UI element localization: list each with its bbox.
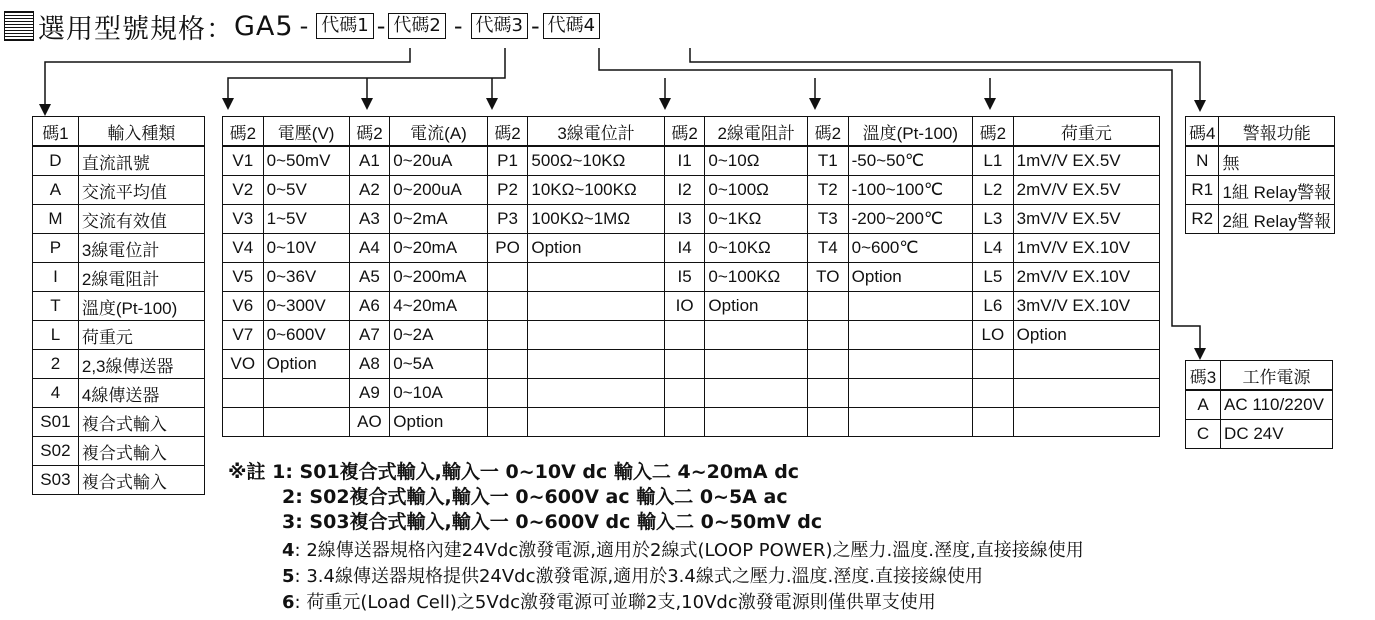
value-cell: 0~50mV	[263, 146, 349, 176]
value-cell: 0~5V	[263, 176, 349, 205]
note-1	[228, 457, 799, 484]
code-cell: IO	[664, 292, 705, 321]
value-cell: 0~20uA	[390, 146, 487, 176]
value-cell: -50~50℃	[848, 146, 972, 176]
code-cell: V4	[223, 234, 264, 263]
code-cell: R2	[1186, 205, 1219, 234]
header-cell: 碼2	[349, 117, 390, 147]
value-cell	[705, 350, 808, 379]
code2-table	[222, 116, 1160, 437]
value-cell: 0~2A	[390, 321, 487, 350]
value-cell: 2組 Relay警報	[1219, 205, 1335, 234]
code-cell: A9	[349, 379, 390, 408]
table-row	[223, 205, 1160, 234]
note-6-num: 6	[282, 592, 295, 613]
value-cell: 10KΩ~100KΩ	[528, 176, 664, 205]
code-cell: L1	[973, 146, 1014, 176]
code-cell: D	[33, 146, 79, 176]
table-row	[33, 408, 205, 437]
value-cell: 0~10KΩ	[705, 234, 808, 263]
header-cell: 警報功能	[1219, 117, 1335, 147]
value-cell: 3mV/V EX.5V	[1013, 205, 1159, 234]
value-cell: Option	[528, 234, 664, 263]
code-cell: L4	[973, 234, 1014, 263]
header-cell: 碼1	[33, 117, 79, 147]
value-cell: Option	[263, 350, 349, 379]
value-cell	[848, 408, 972, 437]
code-cell: V5	[223, 263, 264, 292]
code1-box: 代碼1	[316, 13, 373, 39]
code-cell: T3	[808, 205, 849, 234]
code-cell	[808, 379, 849, 408]
value-cell: 0~100Ω	[705, 176, 808, 205]
table-header-row	[33, 117, 205, 147]
code-cell: V7	[223, 321, 264, 350]
code-cell	[664, 408, 705, 437]
code-cell	[664, 379, 705, 408]
code-cell: R1	[1186, 176, 1219, 205]
value-cell: 2,3線傳送器	[78, 350, 204, 379]
code-cell: I	[33, 263, 79, 292]
code-cell: I1	[664, 146, 705, 176]
code-cell: S03	[33, 466, 79, 495]
table-row	[33, 379, 205, 408]
alarm-table	[1185, 116, 1335, 234]
code-cell: A8	[349, 350, 390, 379]
table-row	[223, 263, 1160, 292]
value-cell: 荷重元	[78, 321, 204, 350]
title-dash: -	[376, 12, 386, 40]
value-cell	[1013, 379, 1159, 408]
code-cell: M	[33, 205, 79, 234]
note-5-text: : 3.4線傳送器規格提供24Vdc激發電源,適用於3.4線式之壓力.溫度.溼度.直接接線使用	[294, 566, 983, 587]
value-cell: 2線電阻計	[78, 263, 204, 292]
power-table	[1185, 360, 1333, 449]
value-cell: 0~2mA	[390, 205, 487, 234]
code-cell: L5	[973, 263, 1014, 292]
value-cell: 4線傳送器	[78, 379, 204, 408]
value-cell: 0~10A	[390, 379, 487, 408]
code-cell	[487, 408, 528, 437]
code-cell: I3	[664, 205, 705, 234]
value-cell	[528, 408, 664, 437]
note-4-num: 4	[282, 540, 295, 561]
value-cell	[263, 408, 349, 437]
note-prefix: ※註	[228, 461, 266, 483]
code-cell: LO	[973, 321, 1014, 350]
table-row	[33, 146, 205, 176]
table-row	[223, 176, 1160, 205]
table-row	[223, 321, 1160, 350]
value-cell	[705, 379, 808, 408]
code-cell: A3	[349, 205, 390, 234]
value-cell: 複合式輸入	[78, 408, 204, 437]
table-row	[33, 466, 205, 495]
code-cell: A	[1186, 390, 1221, 420]
code-cell	[487, 321, 528, 350]
table-header-row	[1186, 361, 1333, 391]
header-cell: 碼3	[1186, 361, 1221, 391]
code-cell	[973, 408, 1014, 437]
code-cell	[487, 263, 528, 292]
code-cell: I4	[664, 234, 705, 263]
code-cell: P	[33, 234, 79, 263]
value-cell: 1mV/V EX.10V	[1013, 234, 1159, 263]
header-cell: 溫度(Pt-100)	[848, 117, 972, 147]
value-cell: 無	[1219, 146, 1335, 176]
code-cell	[223, 379, 264, 408]
code-cell: V2	[223, 176, 264, 205]
header-cell: 電流(A)	[390, 117, 487, 147]
value-cell: 500Ω~10KΩ	[528, 146, 664, 176]
code-cell: I5	[664, 263, 705, 292]
code3-box: 代碼3	[471, 13, 528, 39]
code-cell: A7	[349, 321, 390, 350]
table-row	[1186, 176, 1335, 205]
code-cell: C	[1186, 420, 1221, 449]
value-cell: Option	[848, 263, 972, 292]
value-cell: 1~5V	[263, 205, 349, 234]
code-cell	[487, 379, 528, 408]
code-cell	[973, 379, 1014, 408]
value-cell: 1組 Relay警報	[1219, 176, 1335, 205]
value-cell: 3線電位計	[78, 234, 204, 263]
value-cell	[848, 350, 972, 379]
note-6-text: : 荷重元(Load Cell)之5Vdc激發電源可並聯2支,10Vdc激發電源則僅供單支使用	[294, 592, 936, 613]
value-cell	[263, 379, 349, 408]
header-cell: 荷重元	[1013, 117, 1159, 147]
title-main: 選用型號規格	[38, 13, 206, 45]
table-row	[223, 379, 1160, 408]
value-cell: 100KΩ~1MΩ	[528, 205, 664, 234]
value-cell: 0~10Ω	[705, 146, 808, 176]
table-row	[223, 234, 1160, 263]
code-cell	[664, 321, 705, 350]
code-cell: T	[33, 292, 79, 321]
code-cell: AO	[349, 408, 390, 437]
table-row	[1186, 420, 1333, 449]
title-colon: ：	[206, 13, 234, 45]
note-1-text: 1: S01複合式輸入,輸入一 0~10V dc 輸入二 4~20mA dc	[272, 461, 800, 483]
value-cell: 複合式輸入	[78, 466, 204, 495]
code-cell: A	[33, 176, 79, 205]
code-cell: V3	[223, 205, 264, 234]
code-cell: P3	[487, 205, 528, 234]
code-cell: P1	[487, 146, 528, 176]
note-2: 2: S02複合式輸入,輸入一 0~600V ac 輸入二 0~5A ac	[282, 486, 788, 508]
header-cell: 輸入種類	[78, 117, 204, 147]
header-cell: 電壓(V)	[263, 117, 349, 147]
code-cell: A2	[349, 176, 390, 205]
title-model: GA5	[234, 10, 294, 42]
value-cell: 0~100KΩ	[705, 263, 808, 292]
header-cell: 碼2	[487, 117, 528, 147]
note-4-text: : 2線傳送器規格內建24Vdc激發電源,適用於2線式(LOOP POWER)之壓力.溫度.溼度,直接接線使用	[294, 540, 1084, 561]
value-cell: Option	[1013, 321, 1159, 350]
code-cell: A1	[349, 146, 390, 176]
code-cell: T4	[808, 234, 849, 263]
value-cell	[848, 379, 972, 408]
value-cell: Option	[705, 292, 808, 321]
input-type-body	[33, 117, 205, 495]
value-cell	[528, 350, 664, 379]
value-cell: 0~200mA	[390, 263, 487, 292]
header-cell: 3線電位計	[528, 117, 664, 147]
table-row	[1186, 390, 1333, 420]
note-5-num: 5	[282, 566, 295, 587]
header-cell: 2線電阻計	[705, 117, 808, 147]
value-cell	[528, 379, 664, 408]
value-cell	[528, 292, 664, 321]
code-cell	[808, 350, 849, 379]
note-5	[282, 562, 983, 588]
table-row	[223, 292, 1160, 321]
value-cell	[1013, 408, 1159, 437]
code-cell: PO	[487, 234, 528, 263]
value-cell: -100~100℃	[848, 176, 972, 205]
code-cell: 4	[33, 379, 79, 408]
value-cell: 交流有效值	[78, 205, 204, 234]
code-cell: P2	[487, 176, 528, 205]
code-cell: TO	[808, 263, 849, 292]
value-cell: 0~300V	[263, 292, 349, 321]
value-cell: 2mV/V EX.10V	[1013, 263, 1159, 292]
table-row	[33, 176, 205, 205]
value-cell: 0~20mA	[390, 234, 487, 263]
code-cell: L3	[973, 205, 1014, 234]
value-cell: 3mV/V EX.10V	[1013, 292, 1159, 321]
table-row	[33, 321, 205, 350]
code-cell	[808, 408, 849, 437]
code-cell: 2	[33, 350, 79, 379]
value-cell: 1mV/V EX.5V	[1013, 146, 1159, 176]
code-cell: A4	[349, 234, 390, 263]
header-cell: 碼2	[808, 117, 849, 147]
table-header-row	[1186, 117, 1335, 147]
value-cell: 4~20mA	[390, 292, 487, 321]
value-cell	[705, 408, 808, 437]
code-cell: L	[33, 321, 79, 350]
code-cell: A5	[349, 263, 390, 292]
code-cell	[487, 350, 528, 379]
value-cell	[1013, 350, 1159, 379]
code2-box: 代碼2	[388, 13, 445, 39]
table-row	[33, 234, 205, 263]
value-cell	[848, 321, 972, 350]
table-row	[33, 437, 205, 466]
value-cell	[528, 263, 664, 292]
table-row	[1186, 146, 1335, 176]
value-cell: -200~200℃	[848, 205, 972, 234]
table-row	[223, 408, 1160, 437]
code-cell: N	[1186, 146, 1219, 176]
input-type-table	[32, 116, 205, 495]
code-cell: S01	[33, 408, 79, 437]
code-cell	[664, 350, 705, 379]
alarm-body	[1186, 117, 1335, 234]
table-row	[33, 205, 205, 234]
note-3: 3: S03複合式輸入,輸入一 0~600V dc 輸入二 0~50mV dc	[282, 511, 823, 533]
value-cell: DC 24V	[1221, 420, 1333, 449]
table-header-row	[223, 117, 1160, 147]
header-cell: 碼4	[1186, 117, 1219, 147]
code-cell	[808, 292, 849, 321]
value-cell: 0~10V	[263, 234, 349, 263]
note-4	[282, 536, 1084, 562]
code-cell: L6	[973, 292, 1014, 321]
value-cell: 直流訊號	[78, 146, 204, 176]
power-body	[1186, 361, 1333, 449]
code-cell: T2	[808, 176, 849, 205]
table-row	[1186, 205, 1335, 234]
code-cell: S02	[33, 437, 79, 466]
code-cell	[808, 321, 849, 350]
value-cell: 溫度(Pt-100)	[78, 292, 204, 321]
value-cell: 0~1KΩ	[705, 205, 808, 234]
value-cell: 0~600V	[263, 321, 349, 350]
value-cell: 交流平均值	[78, 176, 204, 205]
value-cell: 0~200uA	[390, 176, 487, 205]
value-cell	[848, 292, 972, 321]
value-cell: 0~600℃	[848, 234, 972, 263]
table-row	[223, 146, 1160, 176]
value-cell: AC 110/220V	[1221, 390, 1333, 420]
title-dash: -	[530, 12, 540, 40]
value-cell: 複合式輸入	[78, 437, 204, 466]
header-cell: 碼2	[973, 117, 1014, 147]
code-cell: V6	[223, 292, 264, 321]
header-cell: 工作電源	[1221, 361, 1333, 391]
value-cell	[705, 321, 808, 350]
code-cell: L2	[973, 176, 1014, 205]
value-cell: Option	[390, 408, 487, 437]
code-cell: V1	[223, 146, 264, 176]
table-row	[33, 350, 205, 379]
table-row	[33, 292, 205, 321]
code-cell: VO	[223, 350, 264, 379]
code-cell	[223, 408, 264, 437]
code-cell	[487, 292, 528, 321]
title-dash: -	[299, 12, 309, 40]
code-cell: A6	[349, 292, 390, 321]
code-cell	[973, 350, 1014, 379]
value-cell: 0~36V	[263, 263, 349, 292]
code-cell: I2	[664, 176, 705, 205]
note-6	[282, 588, 936, 614]
code2-body	[223, 117, 1160, 437]
code-cell: T1	[808, 146, 849, 176]
header-cell: 碼2	[664, 117, 705, 147]
title-dash: -	[453, 12, 463, 40]
table-row	[223, 350, 1160, 379]
value-cell	[528, 321, 664, 350]
value-cell: 2mV/V EX.5V	[1013, 176, 1159, 205]
table-row	[33, 263, 205, 292]
header-cell: 碼2	[223, 117, 264, 147]
value-cell: 0~5A	[390, 350, 487, 379]
code4-box: 代碼4	[543, 13, 600, 39]
